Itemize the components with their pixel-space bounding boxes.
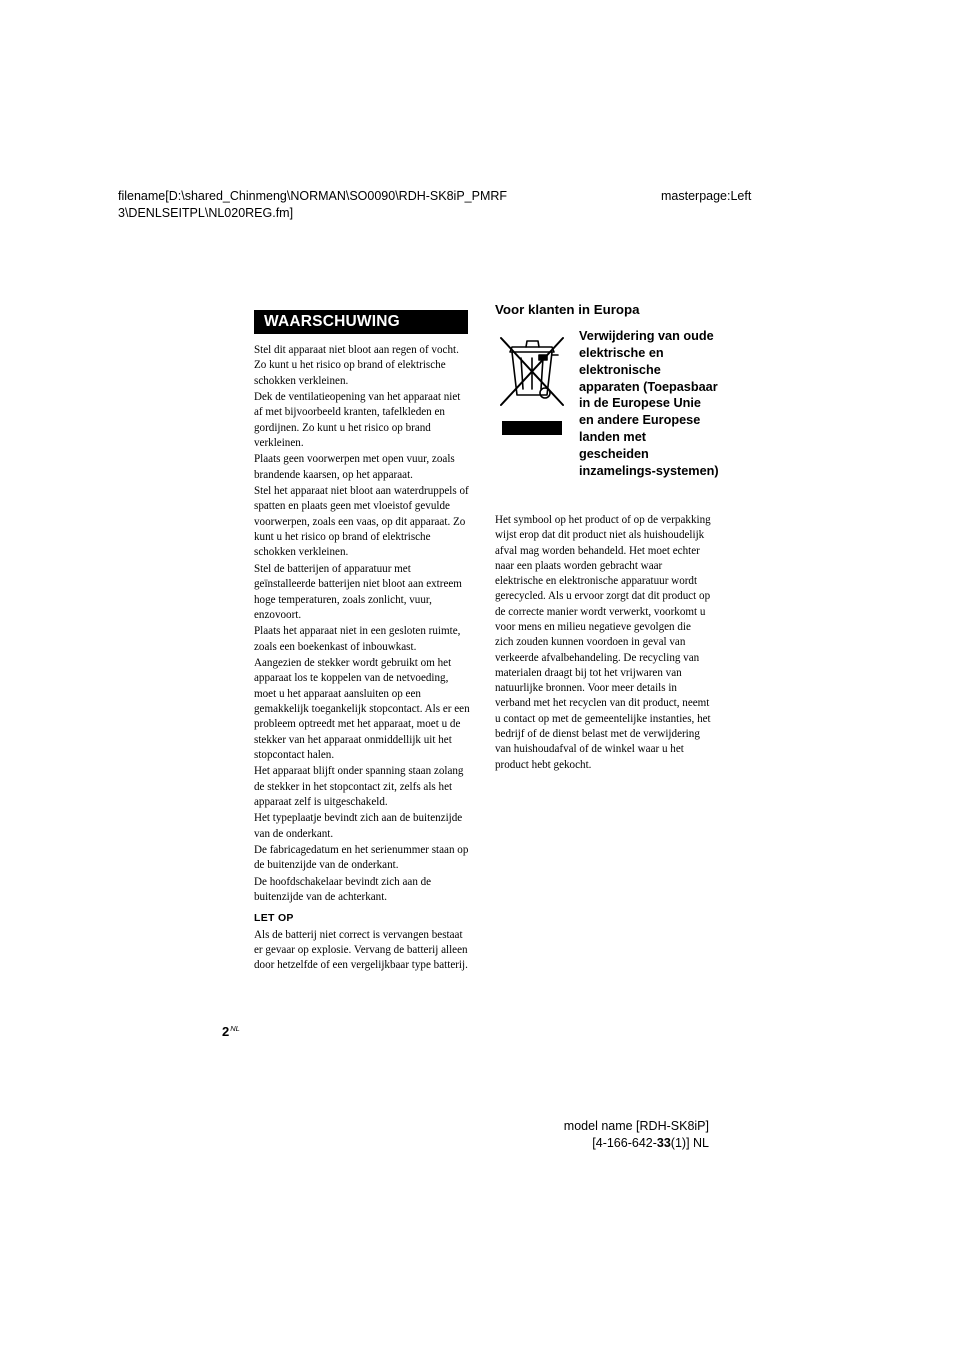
header-filename: filename[D:\shared_Chinmeng\NORMAN\SO0090\RDH-SK8iP_PMRF 3\DENLSEITPL\NL020REG.fm]	[118, 189, 508, 220]
footer-code-suffix: (1)] NL	[670, 1136, 709, 1150]
warning-text-column	[254, 343, 470, 975]
page-number-value: 2	[222, 1024, 230, 1039]
warning-paragraph: De hoofdschakelaar bevindt zich aan de buitenzijde van de achterkant.	[254, 875, 432, 904]
page-number-suffix: NL	[230, 1024, 240, 1033]
warning-paragraph: Aangezien de stekker wordt gebruikt om het apparaat los te koppelen van de netvoeding, moet u het apparaat aansluiten op een gemakkelijk toegankelijk stopcontact. Als er een probleem optreedt met het apparaat, moet u de stekker van het apparaat onmiddellijk uit het stopcontact halen.	[254, 656, 470, 761]
warning-paragraph: Stel dit apparaat niet bloot aan regen of vocht. Zo kunt u het risico op brand of elektrische schokken verkleinen.	[254, 344, 459, 387]
caution-text: Als de batterij niet correct is vervangen bestaat er gevaar op explosie. Vervang de batterij alleen door hetzelfde of een vergelijkbaar type batterij.	[254, 928, 468, 972]
footer-code-bold: 33	[656, 1136, 671, 1150]
footer-code-prefix: [4-166-642-	[592, 1136, 657, 1150]
warning-paragraph: Plaats geen voorwerpen met open vuur, zoals brandende kaarsen, op het apparaat.	[254, 453, 455, 481]
warning-paragraph: Het apparaat blijft onder spanning staan zolang de stekker in het stopcontact zit, zelfs als het apparaat zelf is uitgeschakeld.	[254, 765, 464, 808]
disposal-heading: Verwijdering van oude elektrische en elektronische apparaten (Toepasbaar in de Europese Unie en andere Europese landen met gescheiden inzamelings-systemen)	[579, 329, 719, 478]
europe-heading: Voor klanten in Europa	[495, 302, 640, 317]
footer-model-name: model name [RDH-SK8iP]	[563, 1119, 709, 1133]
disposal-body-text: Het symbool op het product of op de verpakking wijst erop dat dit product niet als huishoudelijk afval mag worden behandeld. Het moet echter naar een plaats worden gebracht waar elektrische en elektronische apparatuur wordt gerecycled. Als u ervoor zorgt dat dit product op de correcte manier wordt verwerkt, voorkomt u voor mens en milieu negatieve gevolgen die zich zouden kunnen voordoen in geval van verkeerde afvalbehandeling. De recycling van materialen draagt bij tot het vrijwaren van natuurlijke bronnen. Voor meer details in verband met het recyclen van dit product, neemt u contact op met de gemeentelijke instanties, het bedrijf of de dienst belast met de verwijdering van huishoudafval of de winkel waar u het product hebt gekocht.	[495, 514, 711, 771]
caution-heading: LET OP	[254, 912, 294, 925]
header-masterpage: masterpage:Left	[661, 189, 752, 203]
crossed-out-wheelie-bin-icon	[495, 333, 569, 438]
warning-paragraph: Stel de batterijen of apparatuur met geïnstalleerde batterijen niet bloot aan extreem hoge temperaturen, zoals zonlicht, vuur, enzovoort.	[254, 562, 462, 621]
warning-heading: WAARSCHUWING	[254, 310, 468, 334]
footer-model-info	[564, 1118, 709, 1152]
warning-paragraph: Plaats het apparaat niet in een gesloten ruimte, zoals een boekenkast of inbouwkast.	[254, 625, 461, 653]
footer-product-code	[564, 1135, 709, 1152]
warning-paragraph: Stel het apparaat niet bloot aan waterdruppels of spatten en plaats geen met vloeistof gevulde voorwerpen, zoals een vaas, op dit apparaat. Zo kunt u het risico op brand of elektrische schokken verkleinen.	[254, 485, 469, 559]
warning-paragraph: De fabricagedatum en het serienummer staan op de buitenzijde van de onderkant.	[254, 844, 469, 872]
page-number	[222, 1024, 240, 1039]
warning-paragraph: Dek de ventilatieopening van het apparaat niet af met bijvoorbeeld kranten, tafelkleden en gordijnen. Zo kunt u het risico op brand verkleinen.	[254, 391, 461, 450]
warning-paragraph: Het typeplaatje bevindt zich aan de buitenzijde van de onderkant.	[254, 812, 463, 840]
